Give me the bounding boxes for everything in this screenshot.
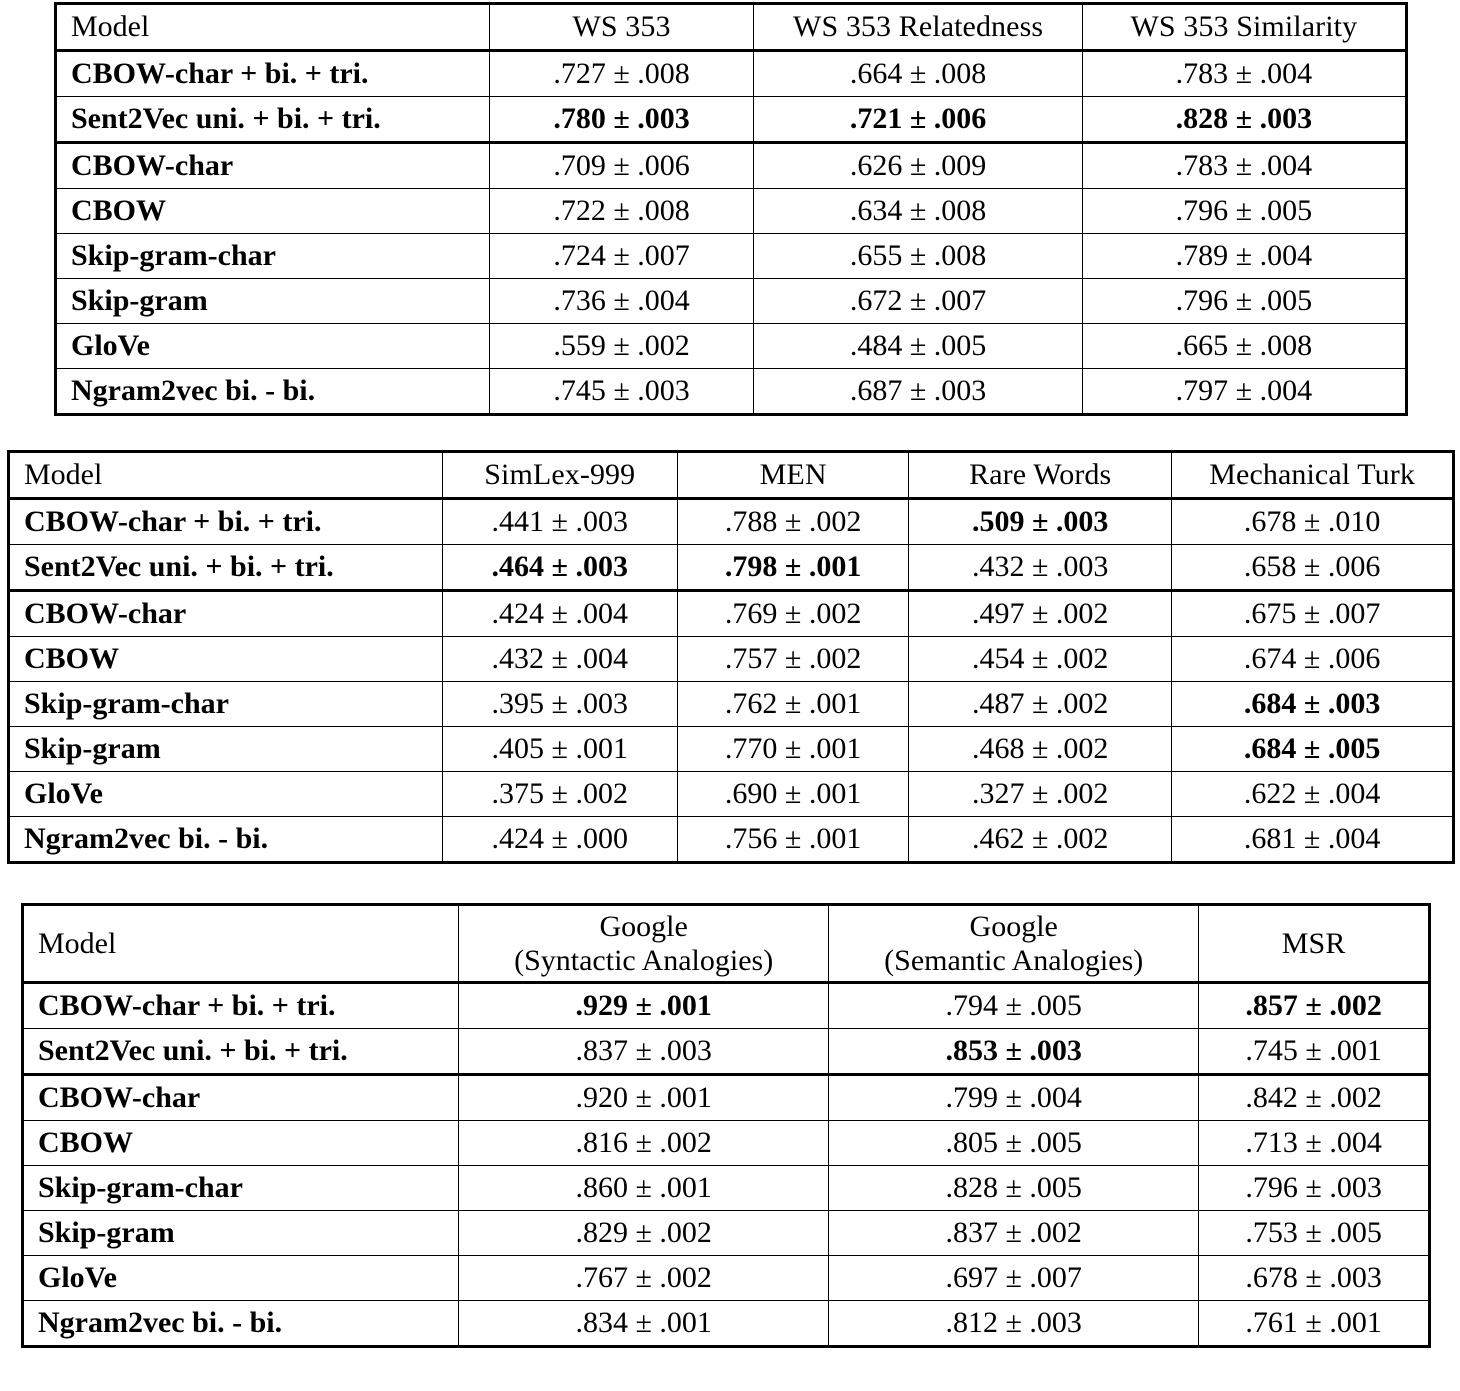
score-value: .797 ± .004 [1175,374,1313,407]
cell-score [754,324,1082,369]
column-header [1199,905,1430,983]
score-value: .796 ± .005 [1175,194,1313,227]
column-header [829,905,1199,983]
score-value: .794 ± .005 [945,989,1082,1023]
cell-model-name [23,1256,459,1301]
cell-score [678,682,909,727]
model-label: Sent2Vec uni. + bi. + tri. [24,550,334,583]
score-value: .829 ± .002 [575,1216,712,1250]
cell-model-name [23,1075,459,1121]
column-header [489,4,754,51]
cell-score [1082,51,1406,97]
cell-score [1082,97,1406,143]
cell-score [829,983,1199,1029]
word-analogy-table-container [21,903,1431,1348]
model-label: Skip-gram [24,732,161,765]
score-value: .853 ± .003 [945,1034,1082,1068]
cell-score [489,97,754,143]
score-value: .487 ± .002 [971,687,1109,720]
cell-score [459,1029,829,1075]
cell-model-name [23,1121,459,1166]
table-row [9,637,1454,682]
cell-model-name [56,189,490,234]
cell-model-name [56,279,490,324]
cell-score [459,1075,829,1121]
score-value: .684 ± .005 [1243,732,1381,765]
cell-score [754,97,1082,143]
cell-score [1172,637,1454,682]
cell-score [442,591,678,637]
column-header-text: Model [38,926,117,960]
table-row [9,591,1454,637]
column-header [1172,452,1454,499]
column-header-text: SimLex-999 [484,458,636,491]
score-value: .798 ± .001 [724,550,862,583]
column-header-line: Google [599,910,688,943]
table-row [23,1256,1430,1301]
cell-model-name [56,234,490,279]
score-value: .837 ± .002 [945,1216,1082,1250]
cell-score [1082,369,1406,415]
cell-model-name [56,369,490,415]
cell-score [442,545,678,591]
table-row [56,51,1407,97]
score-value: .432 ± .003 [971,550,1109,583]
score-value: .770 ± .001 [724,732,862,765]
cell-model-name [9,727,443,772]
score-value: .780 ± .003 [553,102,690,135]
cell-score [909,727,1172,772]
score-value: .655 ± .008 [849,239,987,272]
cell-model-name [23,1301,459,1347]
table-row [56,324,1407,369]
model-label: Skip-gram-char [71,239,276,272]
score-value: .721 ± .006 [849,102,987,135]
table-row [23,1029,1430,1075]
cell-score [442,727,678,772]
column-header-text: Model [24,458,103,491]
cell-model-name [23,983,459,1029]
cell-model-name [9,591,443,637]
cell-score [909,499,1172,545]
cell-score [754,369,1082,415]
cell-model-name [9,772,443,817]
column-header-text: WS 353 [572,10,671,43]
cell-score [829,1121,1199,1166]
table-row [23,1301,1430,1347]
score-value: .405 ± .001 [491,732,628,765]
score-value: .484 ± .005 [849,329,987,362]
word-similarity-misc-table [7,450,1455,864]
table-row [56,369,1407,415]
cell-score [909,545,1172,591]
column-header-text: MEN [759,458,827,491]
score-value: .622 ± .004 [1243,777,1381,810]
column-header-model [9,452,443,499]
table-row [23,1121,1430,1166]
cell-score [1199,1075,1430,1121]
table-header-row [56,4,1407,51]
cell-score [678,727,909,772]
cell-score [829,1301,1199,1347]
score-value: .745 ± .003 [553,374,690,407]
cell-score [678,499,909,545]
score-value: .432 ± .004 [491,642,628,675]
cell-score [1199,1301,1430,1347]
column-header [442,452,678,499]
score-value: .929 ± .001 [575,989,712,1023]
score-value: .756 ± .001 [724,822,862,855]
table-row [9,817,1454,863]
cell-score [489,51,754,97]
cell-model-name [56,143,490,189]
cell-score [909,682,1172,727]
score-value: .783 ± .004 [1175,57,1313,90]
model-label: CBOW [71,194,167,227]
score-value: .736 ± .004 [553,284,690,317]
score-value: .658 ± .006 [1243,550,1381,583]
ws353-table-container [54,2,1408,416]
score-value: .860 ± .001 [575,1171,712,1205]
column-header-text [459,906,828,981]
cell-score [829,1029,1199,1075]
model-label: GloVe [71,329,150,362]
column-header [678,452,909,499]
score-value: .812 ± .003 [945,1306,1082,1340]
cell-score [678,637,909,682]
cell-score [754,51,1082,97]
table-row [23,1075,1430,1121]
score-value: .761 ± .001 [1245,1306,1382,1340]
column-header-line: (Syntactic Analogies) [514,943,774,977]
column-header [909,452,1172,499]
cell-score [442,499,678,545]
cell-score [1172,817,1454,863]
score-value: .769 ± .002 [724,597,862,630]
score-value: .796 ± .005 [1175,284,1313,317]
model-label: Sent2Vec uni. + bi. + tri. [71,102,381,135]
cell-score [459,1301,829,1347]
cell-score [1199,1166,1430,1211]
table-row [9,727,1454,772]
model-label: Skip-gram [71,284,208,317]
cell-score [1082,189,1406,234]
score-value: .441 ± .003 [491,505,628,538]
model-label: GloVe [38,1261,117,1295]
cell-score [678,545,909,591]
score-value: .789 ± .004 [1175,239,1313,272]
table-row [23,1166,1430,1211]
cell-score [909,637,1172,682]
cell-score [1082,324,1406,369]
column-header-model [56,4,490,51]
cell-score [754,279,1082,324]
cell-score [1172,727,1454,772]
model-label: Skip-gram [38,1216,175,1250]
cell-score [1082,279,1406,324]
cell-score [459,1166,829,1211]
cell-score [829,1166,1199,1211]
cell-score [1199,983,1430,1029]
score-value: .375 ± .002 [491,777,628,810]
column-header-text: Mechanical Turk [1209,458,1415,491]
cell-score [909,772,1172,817]
score-value: .462 ± .002 [971,822,1109,855]
column-header-model [23,905,459,983]
score-value: .468 ± .002 [971,732,1109,765]
cell-score [1082,143,1406,189]
model-label: CBOW [38,1126,134,1160]
column-header-text: MSR [1281,926,1346,960]
cell-score [442,817,678,863]
cell-score [1199,1211,1430,1256]
score-value: .684 ± .003 [1243,687,1381,720]
column-header-text: WS 353 Similarity [1130,10,1358,43]
table-row [56,279,1407,324]
cell-score [459,1121,829,1166]
score-value: .767 ± .002 [575,1261,712,1295]
score-value: .713 ± .004 [1245,1126,1382,1160]
word-similarity-misc-table-container [7,450,1455,864]
cell-model-name [9,637,443,682]
score-value: .626 ± .009 [849,149,987,182]
score-value: .678 ± .003 [1245,1261,1382,1295]
cell-score [678,772,909,817]
model-label: GloVe [24,777,103,810]
score-value: .674 ± .006 [1243,642,1381,675]
model-label: Ngram2vec bi. - bi. [38,1306,283,1340]
cell-score [442,637,678,682]
score-value: .454 ± .002 [971,642,1109,675]
score-value: .697 ± .007 [945,1261,1082,1295]
cell-score [489,279,754,324]
model-label: CBOW-char + bi. + tri. [38,989,336,1023]
cell-score [1172,499,1454,545]
score-value: .424 ± .000 [491,822,628,855]
cell-score [754,143,1082,189]
cell-score [1172,682,1454,727]
column-header-text: Model [71,10,150,43]
table-row [9,545,1454,591]
table-row [9,772,1454,817]
cell-score [442,682,678,727]
score-value: .709 ± .006 [553,149,690,182]
table-row [56,97,1407,143]
model-label: Ngram2vec bi. - bi. [24,822,269,855]
score-value: .828 ± .005 [945,1171,1082,1205]
score-value: .509 ± .003 [971,505,1109,538]
cell-score [909,817,1172,863]
cell-score [442,772,678,817]
score-value: .634 ± .008 [849,194,987,227]
score-value: .816 ± .002 [575,1126,712,1160]
cell-score [459,983,829,1029]
model-label: CBOW-char [24,597,187,630]
model-label: CBOW [24,642,120,675]
cell-score [1172,772,1454,817]
cell-score [754,189,1082,234]
model-label: Skip-gram-char [24,687,229,720]
table-header-row [23,905,1430,983]
cell-score [754,234,1082,279]
table-row [9,499,1454,545]
model-label: Sent2Vec uni. + bi. + tri. [38,1034,348,1068]
score-value: .424 ± .004 [491,597,628,630]
cell-score [829,1256,1199,1301]
cell-score [1172,591,1454,637]
cell-score [678,591,909,637]
score-value: .920 ± .001 [575,1081,712,1115]
score-value: .681 ± .004 [1243,822,1381,855]
score-value: .857 ± .002 [1245,989,1382,1023]
score-value: .722 ± .008 [553,194,690,227]
table-row [9,682,1454,727]
cell-score [1199,1256,1430,1301]
cell-score [489,369,754,415]
model-label: CBOW-char + bi. + tri. [71,57,369,90]
score-value: .665 ± .008 [1175,329,1313,362]
table-row [23,983,1430,1029]
model-label: Ngram2vec bi. - bi. [71,374,316,407]
score-value: .828 ± .003 [1175,102,1313,135]
score-value: .834 ± .001 [575,1306,712,1340]
score-value: .745 ± .001 [1245,1034,1382,1068]
score-value: .805 ± .005 [945,1126,1082,1160]
score-value: .727 ± .008 [553,57,690,90]
cell-score [829,1075,1199,1121]
table-header-row [9,452,1454,499]
score-value: .724 ± .007 [553,239,690,272]
column-header [1082,4,1406,51]
model-label: CBOW-char [38,1081,201,1115]
score-value: .783 ± .004 [1175,149,1313,182]
cell-model-name [9,817,443,863]
score-value: .757 ± .002 [724,642,862,675]
cell-score [459,1211,829,1256]
cell-score [489,143,754,189]
ws353-table [54,2,1408,416]
cell-model-name [9,682,443,727]
score-value: .753 ± .005 [1245,1216,1382,1250]
cell-score [678,817,909,863]
score-value: .788 ± .002 [724,505,862,538]
cell-model-name [23,1211,459,1256]
cell-score [829,1211,1199,1256]
score-value: .837 ± .003 [575,1034,712,1068]
score-value: .559 ± .002 [553,329,690,362]
table-row [56,143,1407,189]
column-header-text [829,906,1198,981]
cell-model-name [56,51,490,97]
score-value: .327 ± .002 [971,777,1109,810]
cell-score [489,234,754,279]
column-header [754,4,1082,51]
table-row [56,234,1407,279]
column-header-text: Rare Words [969,458,1112,491]
model-label: CBOW-char [71,149,234,182]
score-value: .395 ± .003 [491,687,628,720]
cell-score [489,324,754,369]
model-label: Skip-gram-char [38,1171,243,1205]
cell-score [1199,1029,1430,1075]
score-value: .672 ± .007 [849,284,987,317]
score-value: .664 ± .008 [849,57,987,90]
column-header-text: WS 353 Relatedness [793,10,1044,43]
cell-score [1199,1121,1430,1166]
score-value: .497 ± .002 [971,597,1109,630]
score-value: .842 ± .002 [1245,1081,1382,1115]
cell-model-name [23,1029,459,1075]
score-value: .464 ± .003 [491,550,628,583]
cell-score [909,591,1172,637]
cell-model-name [56,97,490,143]
cell-score [459,1256,829,1301]
table-row [56,189,1407,234]
score-value: .690 ± .001 [724,777,862,810]
word-analogy-table [21,903,1431,1348]
cell-model-name [56,324,490,369]
column-header [459,905,829,983]
score-value: .796 ± .003 [1245,1171,1382,1205]
score-value: .687 ± .003 [849,374,987,407]
score-value: .799 ± .004 [945,1081,1082,1115]
cell-model-name [9,545,443,591]
score-value: .678 ± .010 [1243,505,1381,538]
model-label: CBOW-char + bi. + tri. [24,505,322,538]
score-value: .762 ± .001 [724,687,862,720]
cell-score [1082,234,1406,279]
cell-model-name [23,1166,459,1211]
cell-score [489,189,754,234]
column-header-line: Google [969,910,1058,943]
column-header-line: (Semantic Analogies) [884,943,1144,977]
score-value: .675 ± .007 [1243,597,1381,630]
cell-model-name [9,499,443,545]
cell-score [1172,545,1454,591]
table-row [23,1211,1430,1256]
